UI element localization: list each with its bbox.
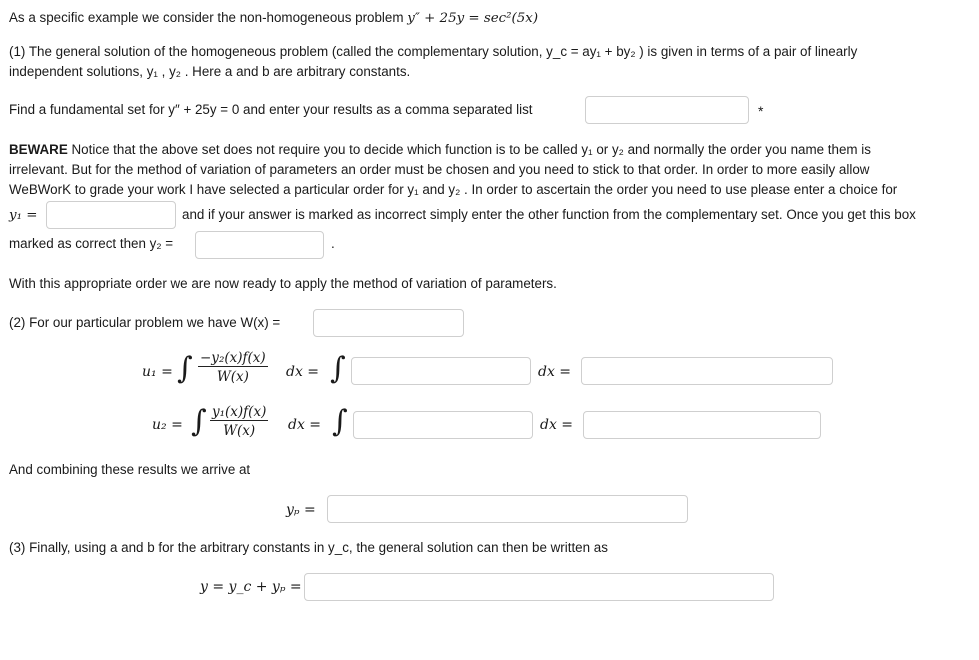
u1-denominator: W(x) <box>216 369 249 385</box>
yp-input[interactable] <box>327 495 688 523</box>
beware-line2: irrelevant. But for the method of variation of parameters an order must be chosen and you need to stick to that order. In order to more easily allow <box>9 162 870 177</box>
intro-equation: y″ + 25y = sec²(5x) <box>407 11 539 26</box>
u2-dx-equals-2: dx = <box>540 417 574 433</box>
y1-input[interactable] <box>46 201 176 229</box>
wronskian-text: (2) For our particular problem we have W(x) = <box>9 315 281 330</box>
y1-label-text: y₁ = <box>9 208 38 223</box>
y1-label <box>9 207 37 223</box>
u1-integrand-input[interactable] <box>351 357 531 385</box>
u1-fraction <box>198 350 268 385</box>
u2-fraction <box>210 404 268 439</box>
method-text: With this appropriate order we are now ready to apply the method of variation of parameters. <box>9 276 557 291</box>
period: . <box>331 236 335 251</box>
beware-line1 <box>9 142 871 157</box>
u2-numerator: y₁(x)f(x) <box>212 404 267 420</box>
u1-dx-equals: dx = <box>286 364 320 380</box>
wronskian-input[interactable] <box>313 309 464 337</box>
beware-line3: WeBWorK to grade your work I have selected a particular order for y₁ and y₂ . In order to ascertain the order you need to use please enter a choice for <box>9 182 898 197</box>
yp-label: yₚ = <box>286 502 316 518</box>
u1-result-input[interactable] <box>581 357 833 385</box>
intro-line <box>9 10 538 26</box>
general-solution-input[interactable] <box>304 573 774 601</box>
beware-label: BEWARE <box>9 142 68 157</box>
u2-dx-equals: dx = <box>288 417 322 433</box>
beware-text-1: Notice that the above set does not require you to decide which function is to be called y₁ or y₂ and normally the order you name them is <box>67 142 871 157</box>
u1-numerator: −y₂(x)f(x) <box>200 350 266 366</box>
beware-line4: and if your answer is marked as incorrect simply enter the other function from the complementary set. Once you get this box <box>182 207 916 222</box>
combine-text: And combining these results we arrive at <box>9 462 251 477</box>
u2-denominator: W(x) <box>223 423 256 439</box>
find-fundamental-set-text: Find a fundamental set for y″ + 25y = 0 and enter your results as a comma separated list <box>9 102 533 117</box>
u1-label: u₁ = <box>142 364 173 380</box>
part3-text: (3) Finally, using a and b for the arbitrary constants in y_c, the general solution can then be written as <box>9 540 608 555</box>
integral-sign-icon: ∫ <box>191 404 207 439</box>
integral-sign-icon: ∫ <box>330 351 346 386</box>
u1-dx-equals-2: dx = <box>538 364 572 380</box>
u2-integrand-input[interactable] <box>353 411 533 439</box>
y2-input[interactable] <box>195 231 324 259</box>
intro-text: As a specific example we consider the non-homogeneous problem <box>9 10 404 25</box>
fundamental-set-input[interactable] <box>585 96 749 124</box>
u2-label: u₂ = <box>152 417 183 433</box>
u2-result-input[interactable] <box>583 411 821 439</box>
required-asterisk: * <box>758 103 764 119</box>
integral-sign-icon: ∫ <box>177 351 193 386</box>
beware-line5: marked as correct then y₂ = <box>9 236 174 251</box>
integral-sign-icon: ∫ <box>332 404 348 439</box>
part1-line1: (1) The general solution of the homogeneous problem (called the complementary solution, y_c = ay₁ + by₂ ) is given in terms of a pair of linearly <box>9 44 858 59</box>
part1-line2: independent solutions, y₁ , y₂ . Here a and b are arbitrary constants. <box>9 64 411 79</box>
general-solution-label: y = y_c + yₚ = <box>200 579 302 595</box>
